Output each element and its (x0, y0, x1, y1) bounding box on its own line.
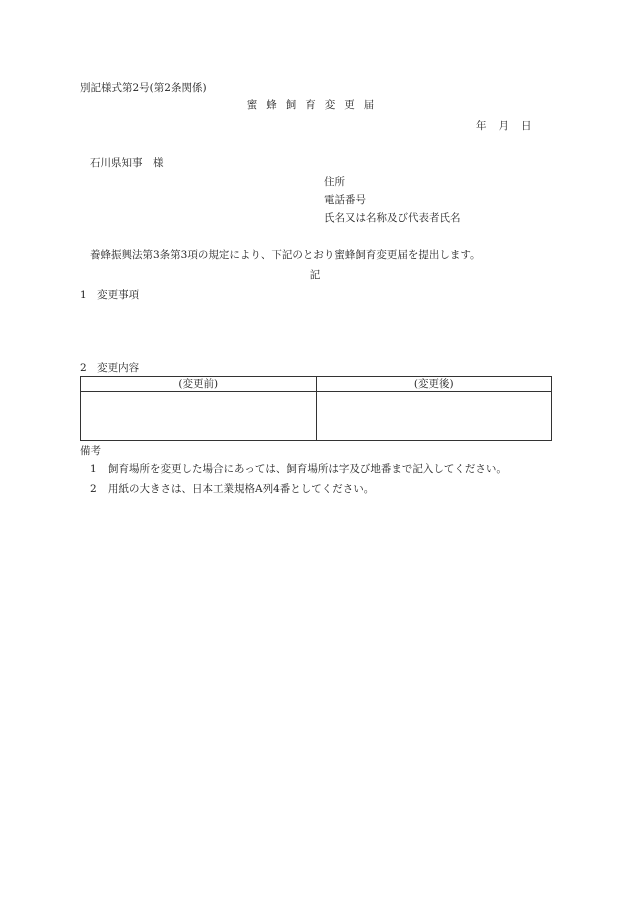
phone-label: 電話番号 (324, 194, 366, 206)
note-number: 2 (90, 483, 97, 495)
note-item (90, 464, 507, 475)
date-year: 年 (476, 120, 487, 132)
cell-before[interactable] (81, 392, 317, 441)
table-header-row (81, 377, 552, 392)
addressee: 石川県知事 様 (90, 157, 164, 169)
note-text: 飼育場所を変更した場合にあっては、飼育場所は字及び地番まで記入してください。 (108, 463, 507, 475)
ki-marker: 記 (309, 269, 321, 281)
note-text: 用紙の大きさは、日本工業規格A列4番としてください。 (108, 483, 375, 495)
header-after: (変更後) (316, 377, 552, 392)
address-label: 住所 (324, 176, 345, 188)
form-reference: 別記様式第2号(第2条関係) (80, 82, 207, 94)
note-item (90, 484, 374, 495)
notes-heading: 備考 (80, 445, 101, 457)
section-change-content: 2 変更内容 (80, 362, 140, 374)
date-line (476, 121, 544, 132)
date-day: 日 (521, 120, 532, 132)
section-change-item: 1 変更事項 (80, 289, 140, 301)
table-row (81, 392, 552, 441)
header-before: (変更前) (81, 377, 317, 392)
change-table (80, 376, 552, 441)
document-title: 蜜蜂飼育変更届 (246, 99, 384, 111)
date-month: 月 (498, 120, 509, 132)
note-number: 1 (90, 463, 97, 475)
name-label: 氏名又は名称及び代表者氏名 (324, 212, 461, 224)
body-text: 養蜂振興法第3条第3項の規定により、下記のとおり蜜蜂飼育変更届を提出します。 (90, 249, 481, 261)
cell-after[interactable] (316, 392, 552, 441)
